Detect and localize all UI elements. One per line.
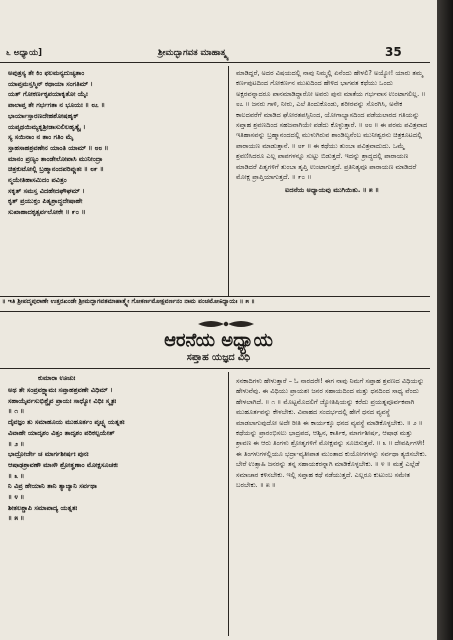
chapter-indicator: ೬ ಅಧ್ಯಾಯ]	[6, 48, 42, 58]
verse-line: ಸ್ಯ ಸಯಿನಾಂ ನ ತಾಂ ಗತಿಂ ಮೈ	[8, 133, 74, 142]
top-left-verse-column	[8, 68, 222, 296]
chapter-rule	[0, 368, 430, 369]
chapter-end-note: ಐದನೆಯ ಅಧ್ಯಾಯವು ಮುಗಿಯಿತು. ॥ ೫ ॥	[285, 186, 379, 195]
verse-line: ಯಾಪ್ತಮಸ್ತಸ್ಮಿನ್ ಕಥಾಯಾ ಸಂಗತಿಮ್ ।	[8, 79, 93, 88]
verse-line: ಶೀತಲಶ್ಚಾಪಿ ಸಮಾಪಾದ್ಯ ಯತ್ನತಃ	[8, 503, 78, 512]
verse-line: ಸುಖಾಹಾದಕೃತ್ಸರ್ವಲೋಕೇ ॥ ೯೦ ॥	[8, 208, 86, 217]
bottom-right-translation-column	[236, 376, 428, 636]
verse-line: ॥ ೨ ॥	[8, 439, 25, 448]
bottom-column-divider	[228, 372, 229, 636]
speaker-label: ಕುಮಾರಾ ಊಚುಃ	[38, 374, 76, 382]
verse-line: ಯತ್ ಗೋಕರ್ಣಕೃಪಯಾಕೃತೋ ಯೈಃ	[8, 90, 88, 99]
verse-line: ನ್ಮಯೇತಿಹಾಸಮಿದಂ ಪವಿತ್ರಂ	[8, 176, 67, 185]
book-title: ಶ್ರೀಮದ್ಭಾಗವತ ಮಾಹಾತ್ಮ್ಯ	[158, 48, 228, 58]
verse-line: ನಿ ವಿಪ್ರ ಹೇಯಾನಿ ತಾನಿ ತ್ಯಾಜ್ಯಾನಿ ಸರ್ವಥಾ	[8, 482, 97, 491]
verse-line: ಯಪೃಥಯಿಮ್ಯಕೃಶ್ರೀಡಾಸುಲಿಲಹೃತ್ಯೈ ।	[8, 122, 86, 131]
translation-paragraph: ಸನಕಾದಿಗಳು ಹೇಳುತ್ತಾರೆ – ಓ ನಾರದರೇ! ಈಗ ನಾವು ನಿಮಗೆ ಸಪ್ತಾಹ ಶ್ರವಣದ ವಿಧಿಯನ್ನು ಹೇಳುವೆವು. ಈ ವಿಧಿಯು ಪ್ರಾಯಶಃ ಜನರ ಸಹಾಯದಿಂದ ಮತ್ತು ಧನದಿಂದ ಸಾಧ್ಯ ವೆಂದು ಹೇಳಲಾಗಿದೆ. ॥ ೧ ॥ ಮೊಟ್ಟಮೊದಲಿಗೆ ಜ್ಯೋತಿಷಿಯನ್ನು ಕರೆದು ಪ್ರಯತ್ನಪೂರ್ವಕವಾಗಿ ಮುಹೂರ್ತವನ್ನು ಕೇಳಬೇಕು. ವಿವಾಹದ ಸಂದರ್ಭದಲ್ಲಿ ಹೇಗೆ ಧನದ ವ್ಯವಸ್ಥೆ ಮಾಡಲಾಗುವುದೋ ಅದೇ ರೀತಿ ಈ ಕಾರ್ಯಕ್ಕೂ ಧನದ ವ್ಯವಸ್ಥೆ ಮಾಡಿಕೊಳ್ಳಬೇಕು. ॥ ೨ ॥ ಕಥೆಯನ್ನು ಪ್ರಾರಂಭಿಸಲು ಭಾದ್ರಪದ, ಆಶ್ವಿನ, ಕಾರ್ತಿಕ, ಮಾರ್ಗಶೀರ್ಷ, ಆಷಾಢ ಮತ್ತು ಶ್ರಾವಣ ಈ ಆರು ತಿಂಗಳು ಶ್ರೋತೃಗಳಿಗೆ ಮೋಕ್ಷವನ್ನು ಸೂಚಿಸುತ್ತವೆ. ॥ ೩ ॥ ದೇವರ್ಷಿಗಳೇ! ಈ ತಿಂಗಳುಗಳಲ್ಲಿಯೂ ಭದ್ರಾ-ವ್ಯತೀಪಾತ ಮುಂತಾದ ಕುಯೋಗಗಳನ್ನು ಸರ್ವಥಾ ತ್ಯಜಿಸಬೇಕು. ಬೇರೆ ಉತ್ಸಾಹಿ ಜನರನ್ನು ತನ್ನ ಸಹಾಯಕರನ್ನಾಗಿ ಮಾಡಿಕೊಳ್ಳಬೇಕು. ॥ ೪ ॥ ಮತ್ತೆ ಎಲ್ಲೆಡೆ ಸಮಾಚಾರ ಕಳಿಸಬೇಕು. ಇಲ್ಲಿ ಸಪ್ತಾಹ ಕಥೆ ನಡೆಯುತ್ತದೆ. ಎಲ್ಲರೂ ಕುಟುಂಬ ಸಮೇತ ಬರಬೇಕು. ॥ ೫ ॥	[236, 377, 427, 490]
verse-line: ಅಥ ತೇ ಸಂಪ್ರವಕ್ಷ್ಯಾಮಃ ಸಪ್ತಾಹಶ್ರವಣೇ ವಿಧಿಮ್ ।	[8, 386, 113, 394]
verse-line: ಮಾನಂ ಪ್ರಣ್ಯಂ ತಾಂಡೇಲೋಪಾಸಿ ಮುನೀಂದ್ರಾ	[8, 154, 103, 163]
verse-line: ಭಾದ್ರೋರ್ಜೇ ಚ ಮಾರ್ಗಶೀರ್ಷಃ ಪುನಃ	[8, 450, 89, 459]
verse-line: ಸಹಾಯೈರ್ವಸುಭಿಶ್ಚೈವ ಪ್ರಾಯಃ ಸಾಧ್ಯೋ ವಿಧಿಃ ಸ್ಮೃತಃ	[8, 396, 117, 405]
verse-line: ಚಿತ್ರಕುಟೋಲ್ಲಿ ಬ್ರಹ್ಮಾನಂದಪರಿಪ್ಲುತಃ ॥ ೮೯ ॥	[8, 165, 104, 174]
verse-line: ದೈವಜ್ಞಂ ತು ಸಮಾಹೂಯ ಮುಹೂರ್ತಂ ಪೃಚ್ಛ್ಯ ಯತ್ನತಃ	[8, 418, 125, 427]
ornament-flourish-icon	[196, 318, 256, 330]
chapter-subtitle: ಸಪ್ತಾಹ ಯಜ್ಞದ ವಿಧಿ	[186, 352, 251, 363]
verse-line: ಸಕೃತ್ ಸಮಸ್ತ ವಿದಹೇದಘೌಘಮ್ ।	[8, 186, 85, 195]
verse-line: ಭಾರ್ಯಾಸ್ತಾರಣದೇಹಶೋಷಹೃಕ್	[8, 111, 79, 120]
chapter-title: ಆರನೆಯ ಅಧ್ಯಾಯ	[164, 330, 273, 351]
verse-line: ॥ ೩ ॥	[8, 471, 25, 480]
verse-line: ಪಾಲಾಪ್ತ ತೇ ಗರ್ಭಗತಾ ನ ಭೂಯಃ ॥ ೮೭ ॥	[8, 101, 106, 110]
verse-line: ವಿವಾಹೇ ಯಾದೃಶಂ ವಿತ್ತಂ ತಾದೃಶಂ ಪರಿಕಲ್ಪಯೇತ್	[8, 428, 115, 437]
colophon-rule-top	[0, 296, 430, 297]
translation-paragraph: ಮಾಡಿದ್ದರೆ, ಅದರ ವಿಷಯದಲ್ಲಿ ನಾವು ನಿಮ್ಮಲ್ಲಿ ಏನೆಂದು ಹೇಳಲಿ? ಅಯ್ಯೋ! ಯಾರು ತಮ್ಮ ಕರ್ಣಪುಟದಿಂದ ಗೋಕರ್ಣನ ಮುಖದಿಂದ ಹೇಳಿದ ಭಾಗವತ ಕಥೆಯು ಒಂದು ಅಕ್ಷರವನ್ನಾದರೂ ಪಾನಮಾಡಿದ್ದಾರೋ ಅವರು ಪುನಃ ಮಾತೆಯ ಗರ್ಭವಾಸ ಉಂಟಾಗಲಿಲ್ಲ. ॥ ೮೭ ॥ ಜನರು ಗಾಳಿ, ನೀರು, ಎಲೆ ತಿಂದುಕೊಂಡು, ಶರೀರವನ್ನು ಸೊರಗಿಸಿ, ಅನೇಕ ಕಾಲದವರೆಗೆ ಮಾಡಿದ ಘೋರತಪಸ್ಸಿನಿಂದ, ಯೋಗಾಭ್ಯಾಸದಿಂದ ಪಡೆಯಲಾರದ ಗತಿಯನ್ನು ಸಪ್ತಾಹ ಶ್ರವಣದಿಂದ ಸಹಜವಾಗಿಯೇ ಪಡೆದು ಕೊಳ್ಳುತ್ತಾರೆ. ॥ ೮೮ ॥ ಈ ಪರಮ ಪವಿತ್ರವಾದ ಇತಿಹಾಸವನ್ನು ಬ್ರಹ್ಮಾನಂದದಲ್ಲಿ ಮುಳುಗಿರುವ ಶಾಂಡಿಲ್ಯನೆಂಬ ಮುನೀಶ್ವರನು ಚಿತ್ರಕೂಟದಲ್ಲಿ ಪಾರಾಯಣ ಮಾಡುತ್ತಾನೆ. ॥ ೮೯ ॥ ಈ ಕಥೆಯು ತುಂಬಾ ಪವಿತ್ರವಾದುದು. ಒಮ್ಮೆ ಶ್ರವಣಿಸಿದರೂ ಎಲ್ಲ ಪಾಪಗಳನ್ನೂ ಸುಟ್ಟು ಬಿಡುತ್ತದೆ. ಇದನ್ನು ಶ್ರಾದ್ಧದಲ್ಲಿ ಪಾರಾಯಣ ಮಾಡಿದರೆ ಪಿತೃಗಳಿಗೆ ತುಂಬಾ ತೃಪ್ತಿ ಉಂಟಾಗುತ್ತದೆ. ಪ್ರತಿನಿತ್ಯವೂ ಪಾರಾಯಣ ಮಾಡಿದರೆ ಮೋಕ್ಷ ಪ್ರಾಪ್ತಿಯಾಗುತ್ತದೆ. ॥ ೯೦ ॥	[236, 69, 428, 182]
colophon-rule-bottom	[0, 311, 430, 312]
top-right-translation-column	[236, 68, 428, 296]
header-rule	[0, 62, 430, 63]
top-column-divider	[228, 66, 229, 296]
running-header	[0, 44, 437, 62]
book-spine	[437, 0, 453, 640]
verse-line: ॥ ೧ ॥	[8, 407, 25, 416]
verse-line: ಆಷಾಢಶ್ರಾವಣೌ ಮಾಸೌ ಶ್ರೋತೄಣಾಂ ಮೋಕ್ಷಸೂಚಕಃ	[8, 460, 118, 469]
verse-line: ಕೃತ್ ಪ್ರಯುಕ್ತಂ ಪಿತೃಶ್ರಾದ್ಧದೇಷಾಹೇ	[8, 197, 83, 206]
verse-line: ಅಪುತ್ರಸ್ಯ ತೇ ಕಿಂ ಫಲಮನ್ಯದುಚ್ಯತಾಂ	[8, 69, 85, 77]
verse-line: ಸ್ತಾಹಸಾಹಶ್ರವಣೇನ ಯಾಂತಿ ಯಾಮ್ ॥ ೮೮ ॥	[8, 143, 109, 152]
bottom-left-verse-column	[8, 374, 222, 636]
verse-line: ॥ ೫ ॥	[8, 514, 25, 523]
verse-line: ॥ ೪ ॥	[8, 493, 25, 502]
page-number: 35	[385, 45, 402, 59]
colophon: ॥ ಇತಿ ಶ್ರೀಪದ್ಮಪುರಾಣೇ ಉತ್ತರಖಂಡೇ ಶ್ರೀಮದ್ಭಾಗವತಮಾಹಾತ್ಮ್ಯೇ ಗೋಕರ್ಣಮೋಕ್ಷವರ್ಣನಂ ನಾಮ ಪಂಚಮೋಽಧ್ಯಾಯಃ ॥ ೫ ॥	[2, 298, 255, 305]
